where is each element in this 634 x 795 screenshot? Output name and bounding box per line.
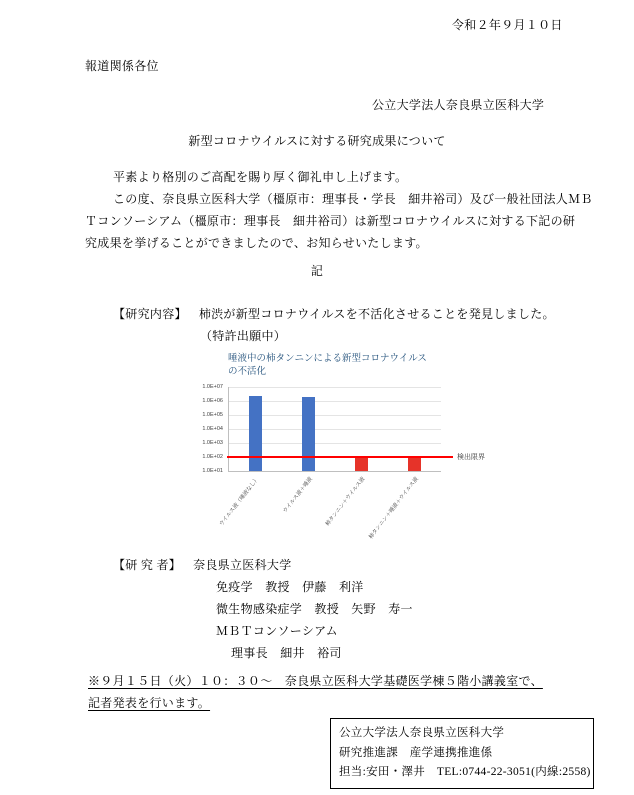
gridline <box>229 387 441 388</box>
contact-box <box>330 718 594 789</box>
contact-line: 公立大学法人奈良県立医科大学 <box>339 727 505 739</box>
x-axis-label: ウイルス液＋唾液 <box>282 476 314 515</box>
chart-bar <box>408 458 421 471</box>
y-tick-label: 1.0E+06 <box>202 398 223 404</box>
chart-body <box>196 384 496 541</box>
detection-limit-label: 検出限界 <box>457 454 485 461</box>
research-content-label: 【研究内容】 <box>113 307 187 321</box>
y-tick-label: 1.0E+03 <box>202 440 223 446</box>
press-conference-notice: ※９月１５日（火）１０：３０～ 奈良県立医科大学基礎医学棟５階小講義室で、 <box>88 674 543 688</box>
chart-bar <box>355 458 368 471</box>
x-axis-label: 柿タンニン＋唾液＋ウイルス液 <box>367 476 420 541</box>
y-tick-label: 1.0E+04 <box>202 426 223 432</box>
recipient-line: 報道関係各位 <box>85 59 159 73</box>
researchers-label: 【研 究 者】 <box>113 558 182 572</box>
research-content-row <box>113 305 555 322</box>
issuing-organization: 公立大学法人奈良県立医科大学 <box>372 98 545 112</box>
researchers-row <box>113 556 292 573</box>
research-content-text: 柿渋が新型コロナウイルスを不活化させることを発見しました。 <box>198 307 555 321</box>
y-tick-label: 1.0E+01 <box>202 468 223 474</box>
body-line: Ｔコンソーシアム（橿原市：理事長 細井裕司）は新型コロナウイルスに対する下記の研 <box>85 214 576 228</box>
y-axis-labels <box>196 384 226 474</box>
chart-bar <box>249 396 262 471</box>
x-axis-label: ウイルス液（唾液なし） <box>219 476 261 528</box>
body-line: 平素より格別のご高配を賜り厚く御礼申し上げます。 <box>113 170 408 184</box>
researcher-line: 微生物感染症学 教授 矢野 寿一 <box>216 602 413 616</box>
contact-line: 研究推進課 産学連携推進係 <box>339 746 493 759</box>
chart-title <box>228 352 496 378</box>
x-axis-label: 柿タンニン＋ウイルス液 <box>325 476 367 528</box>
ki-marker: 記 <box>310 264 324 278</box>
researchers-org: 奈良県立医科大学 <box>193 558 292 572</box>
chart-plot-area <box>228 387 485 472</box>
detection-limit-line <box>227 456 453 458</box>
researcher-line: ＭＢＴコンソーシアム <box>216 624 338 638</box>
document-title: 新型コロナウイルスに対する研究成果について <box>188 134 446 148</box>
chart-bar <box>302 397 315 471</box>
body-line: この度、奈良県立医科大学（橿原市：理事長・学長 細井裕司）及び一般社団法人ＭＢ <box>113 192 593 206</box>
researcher-line: 免疫学 教授 伊藤 利洋 <box>216 580 364 594</box>
body-line: 究成果を挙げることができましたので、お知らせいたします。 <box>85 236 428 250</box>
y-tick-label: 1.0E+05 <box>202 412 223 418</box>
y-tick-label: 1.0E+02 <box>202 454 223 460</box>
y-tick-label: 1.0E+07 <box>202 384 223 390</box>
document-date: 令和２年９月１０日 <box>452 18 563 32</box>
chart-title-line1: 唾液中の柿タンニンによる新型コロナウイルス <box>228 353 427 364</box>
press-conference-notice: 記者発表を行います。 <box>88 696 211 710</box>
x-axis-labels <box>219 472 440 541</box>
inactivation-chart <box>196 352 496 541</box>
researcher-line: 理事長 細井 裕司 <box>231 646 342 660</box>
contact-line: 担当:安田・澤井 TEL:0744-22-3051(内線:2558) <box>339 766 591 778</box>
chart-title-line2: の不活化 <box>228 366 267 377</box>
patent-note: （特許出願中） <box>200 329 287 343</box>
